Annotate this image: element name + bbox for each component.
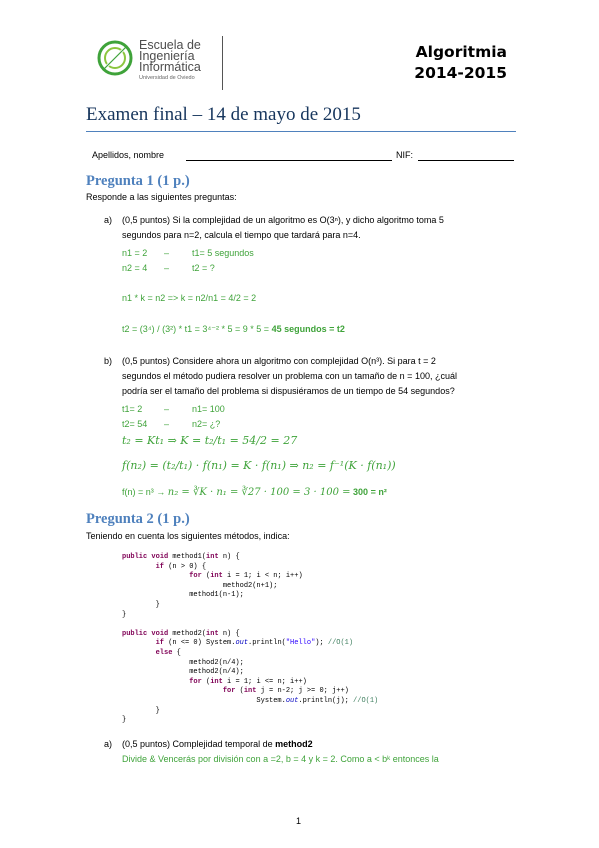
- question-1-heading: Pregunta 1 (1 p.): [86, 173, 190, 189]
- nif-label: NIF:: [396, 150, 413, 160]
- q2a-answer: Divide & Vencerás por división con a =2, b = 4 y k = 2. Como a < bᵏ entonces la: [122, 754, 439, 764]
- question-2-heading: Pregunta 2 (1 p.): [86, 511, 190, 527]
- course-header: [414, 42, 507, 84]
- q1a-statement: (0,5 puntos) Si la complejidad de un algoritmo es O(3ⁿ), y dicho algoritmo toma 5 segundos para n=2, calcula el tiempo que tardará para n=4.: [122, 215, 444, 240]
- q1a-answer-t2: t2 = ?: [192, 263, 215, 273]
- q1b-final-answer: 300: [353, 487, 369, 497]
- question-1-intro: Responde a las siguientes preguntas:: [86, 192, 237, 202]
- school-logo-emblem-icon: [97, 40, 133, 76]
- q1a-final-answer: 45 segundos = t2: [271, 324, 345, 334]
- nif-field[interactable]: [418, 160, 514, 161]
- name-field[interactable]: [186, 160, 392, 161]
- q1b-answer-n2: n2= ¿?: [192, 419, 221, 429]
- q1b-dash-2: –: [164, 419, 170, 429]
- q1a-marker: a): [104, 215, 113, 225]
- q1a-dash-1: –: [164, 248, 170, 258]
- title-rule: [86, 131, 516, 132]
- q2a-marker: a): [104, 739, 113, 749]
- q1a-answer-k: n1 * k = n2 => k = n2/n1 = 4/2 = 2: [122, 293, 257, 303]
- school-logo-text: Escuela de Ingeniería Informática: [139, 38, 201, 74]
- q2a-statement: (0,5 puntos) Complejidad temporal de method2: [122, 739, 313, 749]
- page-number: 1: [296, 816, 302, 826]
- q1a-answer-n2: n2 = 4: [122, 263, 148, 273]
- header-divider: [222, 36, 223, 90]
- q1b-equation-result: f(n) = n³ → n₂ = ∛K · n₁ = ∛27 · 100 = 3 · 100 = 300 = n²: [122, 487, 387, 498]
- q1a-answer-t2-calc: t2 = (3⁴) / (3²) * t1 = 3⁴⁻² * 5 = 9 * 5 = 45 segundos = t2: [122, 324, 345, 334]
- exam-title: Examen final – 14 de mayo de 2015: [86, 104, 361, 125]
- q1b-equation-inverse: f(n₂) = (t₂/t₁) · f(n₁) = K · f(n₁) ⇒ n₂ = f⁻¹(K · f(n₁)): [122, 459, 396, 472]
- question-2-intro: Teniendo en cuenta los siguientes métodos, indica:: [86, 531, 290, 541]
- q1b-equation-k: t₂ = Kt₁ ⇒ K = t₂/t₁ = 54/2 = 27: [122, 434, 298, 447]
- q1b-statement: (0,5 puntos) Considere ahora un algoritmo con complejidad O(n³). Si para t = 2 segundos el método pudiera resolver un problema con un tamaño de n = 100, ¿cuál podría ser el tamaño del problema si dispusiéramos de un tiempo de 54 segundos?: [122, 356, 457, 396]
- q1a-dash-2: –: [164, 263, 170, 273]
- q1b-answer-t2: t2= 54: [122, 419, 148, 429]
- q1b-marker: b): [104, 356, 113, 366]
- q1b-dash-1: –: [164, 404, 170, 414]
- code-listing: public void method1(int n) { if (n > 0) { for (int i = 1; i < n; i++) method2(n+1); method1(n-1); } } public void method2(int n) { if (n <= 0) System.out.println("Hello"); //O(1) else { method2(n/4); method2(n/4); for (int i = 1; i <= n; i++) for (int j = n-2; j >= 0; j++) System.out.println(j); //O(1) } }: [122, 553, 379, 725]
- course-name: Algoritmia: [415, 43, 507, 61]
- school-logo-subtitle: Universidad de Oviedo: [139, 75, 195, 81]
- q1a-answer-t1: t1= 5 segundos: [192, 248, 254, 258]
- q1a-answer-n1: n1 = 2: [122, 248, 148, 258]
- course-year: 2014-2015: [414, 64, 507, 82]
- school-logo: [95, 38, 215, 82]
- q1b-answer-t1: t1= 2: [122, 404, 143, 414]
- name-label: Apellidos, nombre: [92, 150, 165, 160]
- q1b-answer-n1: n1= 100: [192, 404, 225, 414]
